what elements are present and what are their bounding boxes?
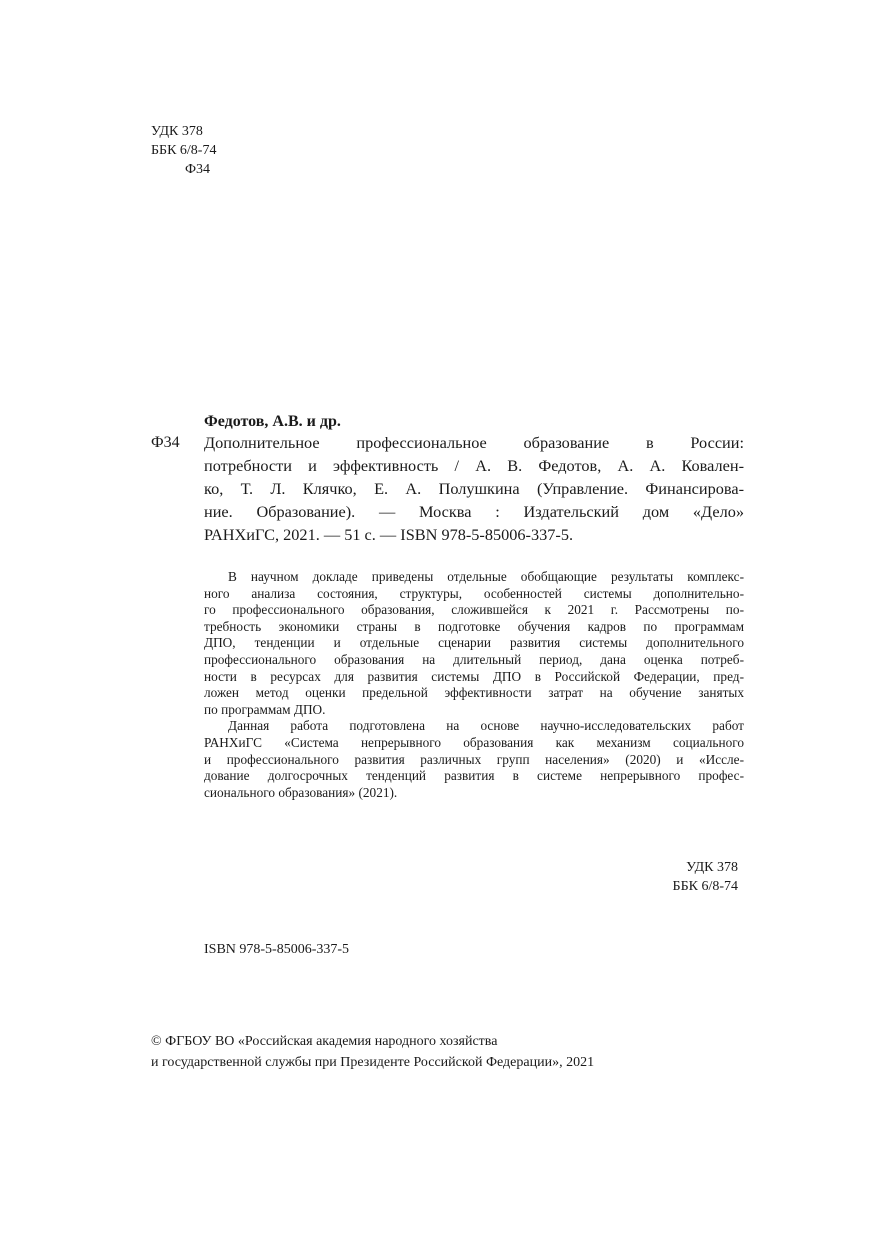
biblio-line: Дополнительное профессиональное образование в России: [204, 433, 744, 452]
copyright-notice [151, 1031, 594, 1073]
copyright-line: и государственной службы при Президенте Российской Федерации», 2021 [151, 1055, 595, 1070]
abstract-line: дование долгосрочных тенденций развития в системе непрерывного профес- [204, 768, 744, 784]
classification-codes-bottom [600, 858, 738, 896]
bbk-code: ББК 6/8-74 [151, 143, 217, 158]
shelf-mark: Ф34 [151, 434, 180, 451]
abstract-line: требность экономики страны в подготовке обучения кадров по программам [204, 618, 744, 634]
biblio-line: ние. Образование). — Москва : Издательский дом «Дело» [204, 502, 744, 521]
udk-code: УДК 378 [151, 124, 203, 139]
classification-codes-top [151, 122, 216, 179]
abstract-line: и профессионального развития различных групп населения» (2020) и «Иссле- [204, 751, 744, 767]
author-heading: Федотов, А.В. и др. [204, 413, 341, 430]
udk-code: УДК 378 [686, 860, 738, 875]
abstract-line: го профессионального образования, сложившейся к 2021 г. Рассмотрены по- [204, 602, 744, 618]
bibliographic-description [204, 431, 744, 546]
abstract-line: ного анализа состояния, структуры, особенностей системы дополнительно- [204, 585, 744, 601]
biblio-line: РАНХиГС, 2021. — 51 с. — ISBN 978-5-85006-337-5. [204, 525, 574, 544]
isbn: ISBN 978-5-85006-337-5 [204, 942, 350, 957]
abstract-line: ДПО, тенденции и отдельные сценарии развития системы дополнительного [204, 635, 744, 651]
abstract-line: профессионального образования на длительный период, дана оценка потреб- [204, 651, 744, 667]
biblio-line: потребности и эффективность / А. В. Федотов, А. А. Ковален- [204, 456, 744, 475]
abstract-line: по программам ДПО. [204, 701, 326, 717]
abstract-line: ложен метод оценки предельной эффективности затрат на обучение занятых [204, 685, 744, 701]
abstract-line: Данная работа подготовлена на основе научно-исследовательских работ [228, 718, 744, 734]
abstract-line: В научном докладе приведены отдельные обобщающие результаты комплекс- [228, 569, 744, 584]
abstract-line: сионального образования» (2021). [204, 784, 398, 800]
biblio-line: ко, Т. Л. Клячко, Е. А. Полушкина (Управление. Финансирова- [204, 479, 744, 498]
abstract-line: РАНХиГС «Система непрерывного образования как механизм социального [204, 734, 744, 750]
abstract-line: ности в ресурсах для развития системы ДПО в Российской Федерации, пред- [204, 668, 744, 684]
author-sign: Ф34 [185, 162, 211, 177]
copyright-line: © ФГБОУ ВО «Российская академия народного хозяйства [151, 1034, 498, 1049]
bbk-code: ББК 6/8-74 [672, 879, 738, 894]
abstract [204, 569, 744, 801]
